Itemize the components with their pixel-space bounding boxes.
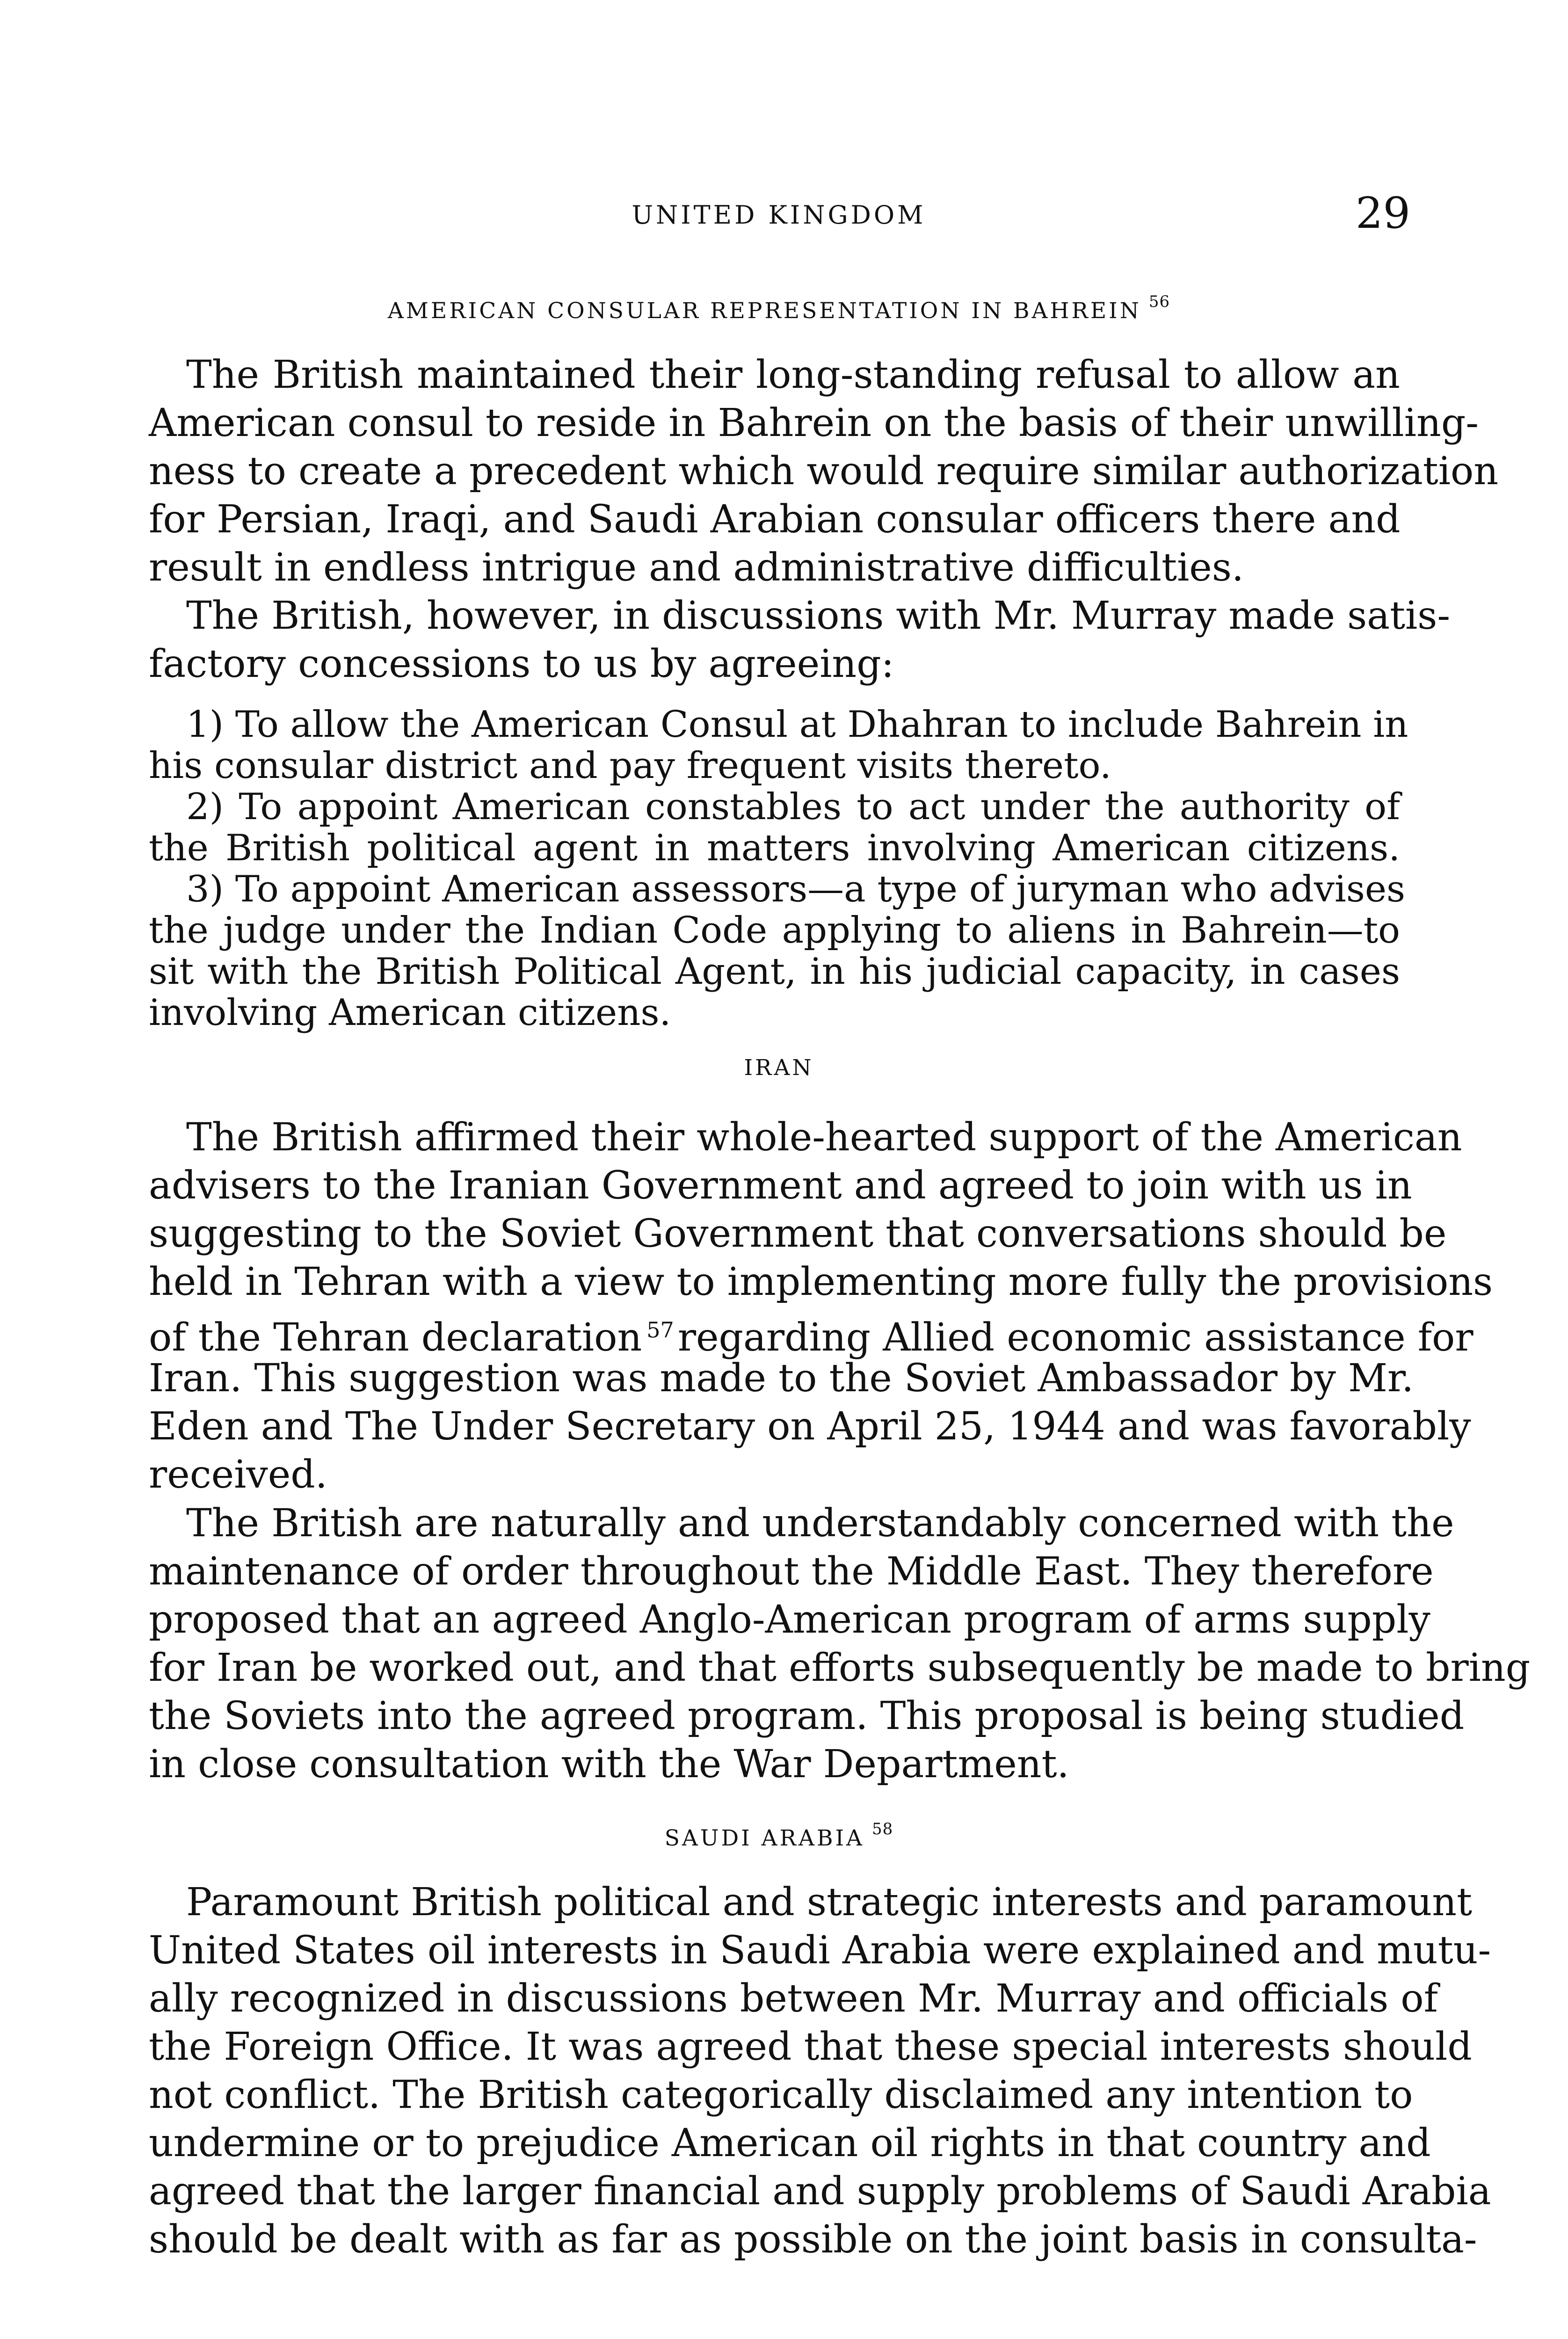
text-line: the Soviets into the agreed program. This proposal is being studied <box>149 1694 1465 1738</box>
iran-paragraph-2 <box>149 1499 1531 1788</box>
text-line: in close consultation with the War Department. <box>149 1742 1069 1787</box>
list-item-3: 3) To appoint American assessors—a type of juryman who advises <box>186 868 1406 910</box>
page-number: 29 <box>1355 188 1410 238</box>
list-item-2-continuation: the British political agent in matters involving American citizens. <box>149 827 1400 869</box>
text-line: for Iran be worked out, and that efforts subsequently be made to bring <box>149 1646 1531 1690</box>
section-heading-saudi-arabia <box>147 1820 1410 1851</box>
list-item-3-continuation: the judge under the Indian Code applying to aliens in Bahrein—to <box>149 909 1400 952</box>
list-item-3-continuation: involving American citizens. <box>149 992 671 1034</box>
running-head <box>147 188 1410 243</box>
saudi-arabia-paragraph-1 <box>149 1878 1491 2264</box>
list-item-1: 1) To allow the American Consul at Dhahran to include Bahrein in <box>186 704 1408 746</box>
section-heading-bahrein-title: AMERICAN CONSULAR REPRESENTATION IN BAHREIN <box>387 298 1141 324</box>
section-heading-saudi-arabia-title: SAUDI ARABIA <box>664 1825 864 1851</box>
text-line: result in endless intrigue and administrative difficulties. <box>149 545 1244 590</box>
text-line: for Persian, Iraqi, and Saudi Arabian consular officers there and <box>149 497 1401 542</box>
bahrein-paragraph-2 <box>149 592 1451 688</box>
text-line: ally recognized in discussions between Mr. Murray and officials of <box>149 1976 1438 2021</box>
bahrein-paragraph-1 <box>149 351 1499 592</box>
list-item-1-continuation: his consular district and pay frequent visits thereto. <box>149 745 1111 787</box>
text-line: The British are naturally and understandably concerned with the <box>186 1501 1454 1546</box>
iran-paragraph-1 <box>149 1113 1493 1499</box>
text-line: undermine or to prejudice American oil rights in that country and <box>149 2121 1431 2165</box>
text-line: The British maintained their long-standing refusal to allow an <box>186 353 1400 397</box>
text-line-with-footnote-ref <box>149 1306 1474 1360</box>
text-line: held in Tehran with a view to implementing more fully the provisions <box>149 1260 1493 1304</box>
section-heading-iran <box>147 1055 1410 1081</box>
text-line: not conflict. The British categorically disclaimed any intention to <box>149 2073 1413 2117</box>
text-line: Paramount British political and strategic interests and paramount <box>186 1880 1473 1925</box>
list-item-2: 2) To appoint American constables to act under the authority of <box>186 786 1400 828</box>
text-line: proposed that an agreed Anglo-American program of arms supply <box>149 1598 1430 1642</box>
text-line: Iran. This suggestion was made to the Soviet Ambassador by Mr. <box>149 1356 1414 1401</box>
text-line: should be dealt with as far as possible on the joint basis in consulta- <box>149 2217 1477 2262</box>
text-fragment: of the Tehran declaration <box>149 1315 642 1360</box>
list-item-3-continuation: sit with the British Political Agent, in his judicial capacity, in cases <box>149 951 1400 993</box>
text-line: American consul to reside in Bahrein on the basis of their unwilling- <box>149 401 1479 445</box>
text-line: the Foreign Office. It was agreed that these special interests should <box>149 2025 1472 2069</box>
text-line: The British affirmed their whole-hearted support of the American <box>186 1115 1462 1160</box>
text-line: received. <box>149 1453 327 1497</box>
footnote-ref-56: 56 <box>1148 292 1170 311</box>
text-line: factory concessions to us by agreeing: <box>149 642 894 686</box>
section-heading-bahrein <box>147 292 1410 324</box>
text-line: maintenance of order throughout the Middle East. They therefore <box>149 1549 1434 1594</box>
running-title: UNITED KINGDOM <box>632 200 926 230</box>
text-fragment: regarding Allied economic assistance for <box>677 1315 1474 1360</box>
text-line: suggesting to the Soviet Government that conversations should be <box>149 1212 1447 1256</box>
footnote-ref-57: 57 <box>646 1317 674 1343</box>
text-line: ness to create a precedent which would require similar authorization <box>149 449 1499 494</box>
text-line: The British, however, in discussions with Mr. Murray made satis- <box>186 594 1451 638</box>
text-line: advisers to the Iranian Government and agreed to join with us in <box>149 1163 1412 1208</box>
footnote-ref-58: 58 <box>872 1820 893 1838</box>
text-line: United States oil interests in Saudi Arabia were explained and mutu- <box>149 1928 1491 1973</box>
text-line: agreed that the larger financial and supply problems of Saudi Arabia <box>149 2169 1491 2214</box>
text-line: Eden and The Under Secretary on April 25, 1944 and was favorably <box>149 1404 1471 1449</box>
section-heading-iran-title: IRAN <box>744 1055 814 1081</box>
bahrein-concessions-list <box>149 704 1408 1034</box>
